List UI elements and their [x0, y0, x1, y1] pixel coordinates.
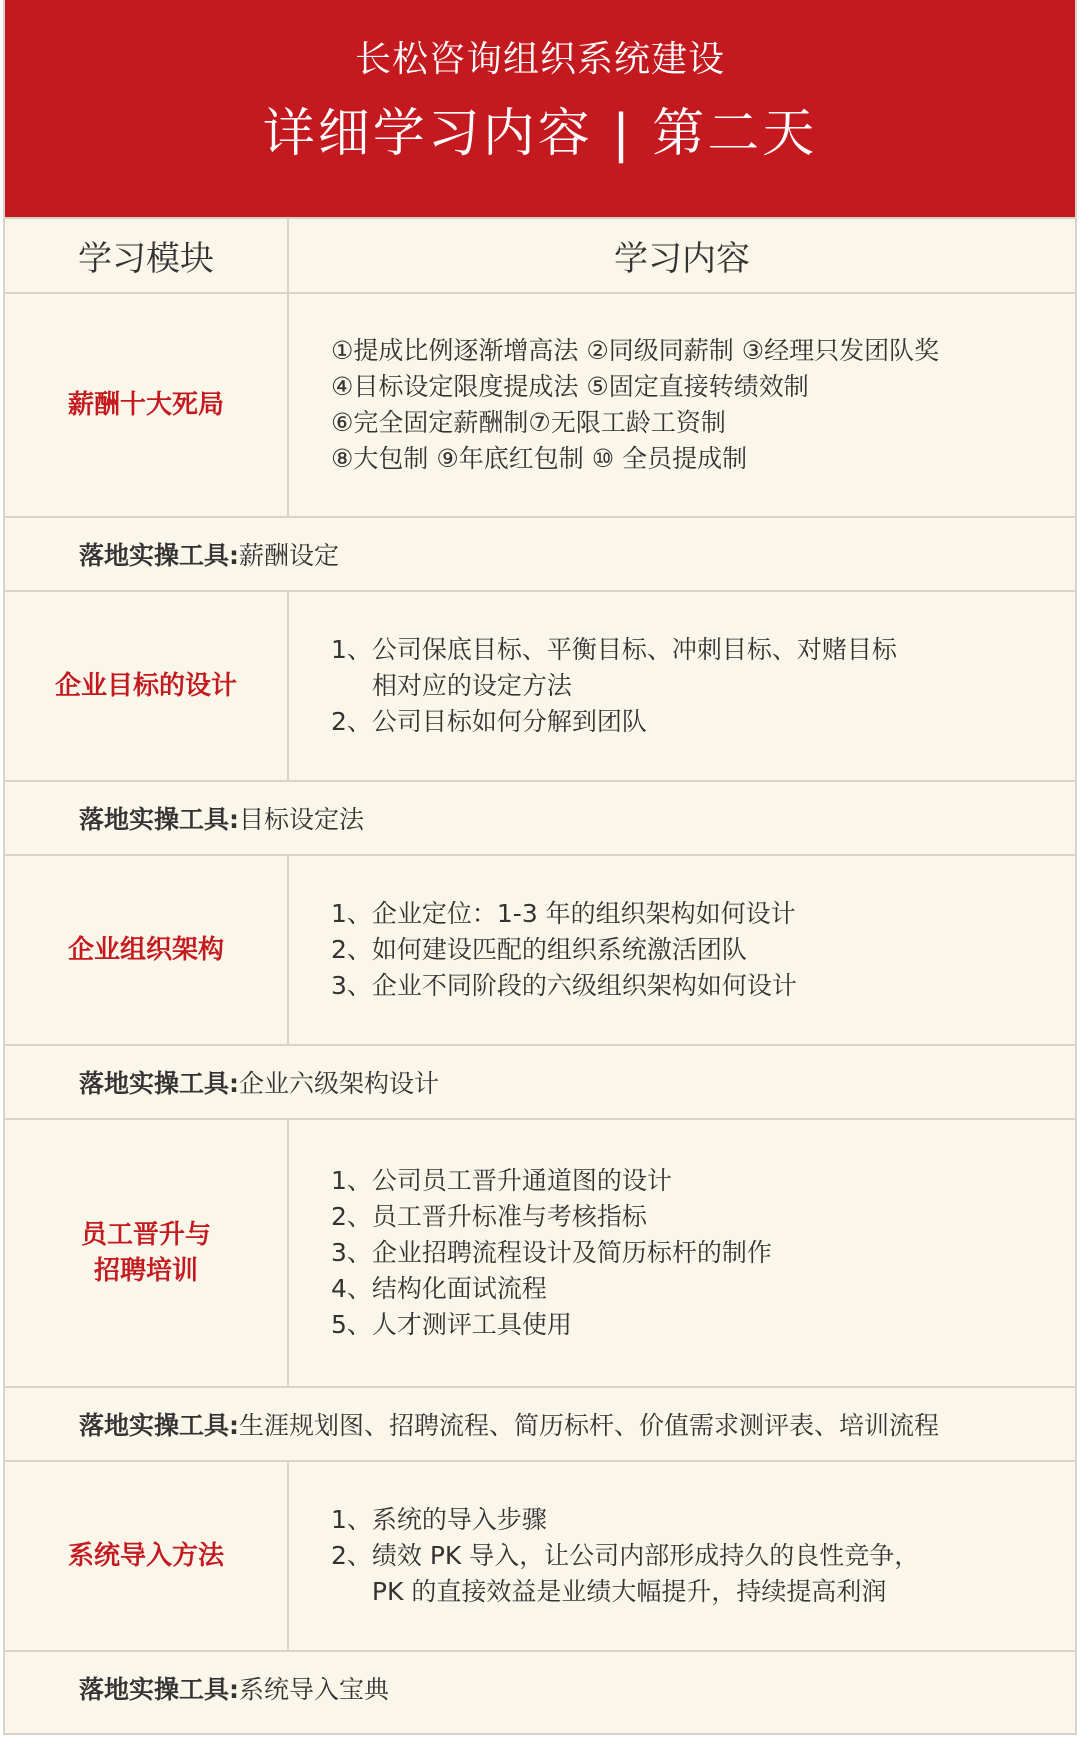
tool-row [5, 1386, 1075, 1460]
module-row-salary-traps [5, 292, 1075, 516]
content-list [289, 333, 939, 477]
list-item: 2、 公司目标如何分解到团队 [331, 707, 647, 736]
header-banner [5, 0, 1075, 217]
column-header-module: 学习模块 [5, 219, 289, 292]
tool-value: 生涯规划图、招聘流程、简历标杆、价值需求测评表、培训流程 [239, 1411, 940, 1440]
list-item: 1、 公司员工晋升通道图的设计 [331, 1166, 672, 1195]
tool-label: 落地实操工具: [79, 1069, 239, 1098]
module-name: 系统导入方法 [67, 1541, 224, 1571]
content-list [289, 632, 897, 740]
column-header-content: 学习内容 [614, 239, 750, 279]
module-name: 员工晋升与 招聘培训 [80, 1220, 211, 1286]
list-item: 3、 企业不同阶段的六级组织架构如何设计 [331, 971, 797, 1000]
tool-row [5, 1044, 1075, 1118]
tool-label: 落地实操工具: [79, 541, 239, 570]
list-item: 5、 人才测评工具使用 [331, 1310, 572, 1339]
module-name: 企业目标的设计 [54, 671, 237, 701]
module-row-org-structure [5, 854, 1075, 1044]
tool-row [5, 516, 1075, 590]
course-sheet [3, 0, 1077, 1735]
content-list [289, 896, 797, 1004]
tool-value: 目标设定法 [239, 805, 365, 834]
list-item: 3、 企业招聘流程设计及简历标杆的制作 [331, 1238, 772, 1267]
content-list [289, 1502, 919, 1610]
tool-label: 落地实操工具: [79, 805, 239, 834]
tool-label: 落地实操工具: [79, 1411, 239, 1440]
module-name: 薪酬十大死局 [67, 390, 224, 420]
header-title: 详细学习内容 | 第二天 [262, 104, 818, 164]
module-row-system-import [5, 1460, 1075, 1650]
list-item: 2、 绩效 PK 导入，让公司内部形成持久的良性竞争， PK 的直接效益是业绩大幅提升，持续提高利润 [331, 1541, 920, 1606]
list-item: 1、 公司保底目标、平衡目标、冲刺目标、对赌目标 相对应的设定方法 [331, 635, 897, 700]
module-row-goal-design [5, 590, 1075, 780]
list-item: 1、 企业定位：1-3 年的组织架构如何设计 [331, 899, 796, 928]
tool-value: 企业六级架构设计 [239, 1069, 440, 1098]
list-item: ①提成比例逐渐增高法 ②同级同薪制 ③经理只发团队奖 [331, 336, 940, 365]
table-header-row [5, 217, 1075, 292]
list-item: 4、 结构化面试流程 [331, 1274, 547, 1303]
tool-value: 系统导入宝典 [239, 1675, 390, 1704]
module-row-promotion-recruitment [5, 1118, 1075, 1386]
tool-row [5, 780, 1075, 854]
list-item: ④目标设定限度提成法 ⑤固定直接转绩效制 [331, 372, 809, 401]
tool-value: 薪酬设定 [239, 541, 340, 570]
list-item: ⑥完全固定薪酬制⑦无限工龄工资制 [331, 408, 726, 437]
list-item: ⑧大包制 ⑨年底红包制 ⑩ 全员提成制 [331, 444, 748, 473]
content-list [289, 1163, 772, 1343]
list-item: 2、 员工晋升标准与考核指标 [331, 1202, 647, 1231]
tool-label: 落地实操工具: [79, 1675, 239, 1704]
tool-row [5, 1650, 1075, 1724]
list-item: 2、 如何建设匹配的组织系统激活团队 [331, 935, 747, 964]
header-subtitle: 长松咨询组织系统建设 [354, 39, 725, 80]
module-name: 企业组织架构 [67, 935, 224, 965]
list-item: 1、 系统的导入步骤 [331, 1505, 547, 1534]
